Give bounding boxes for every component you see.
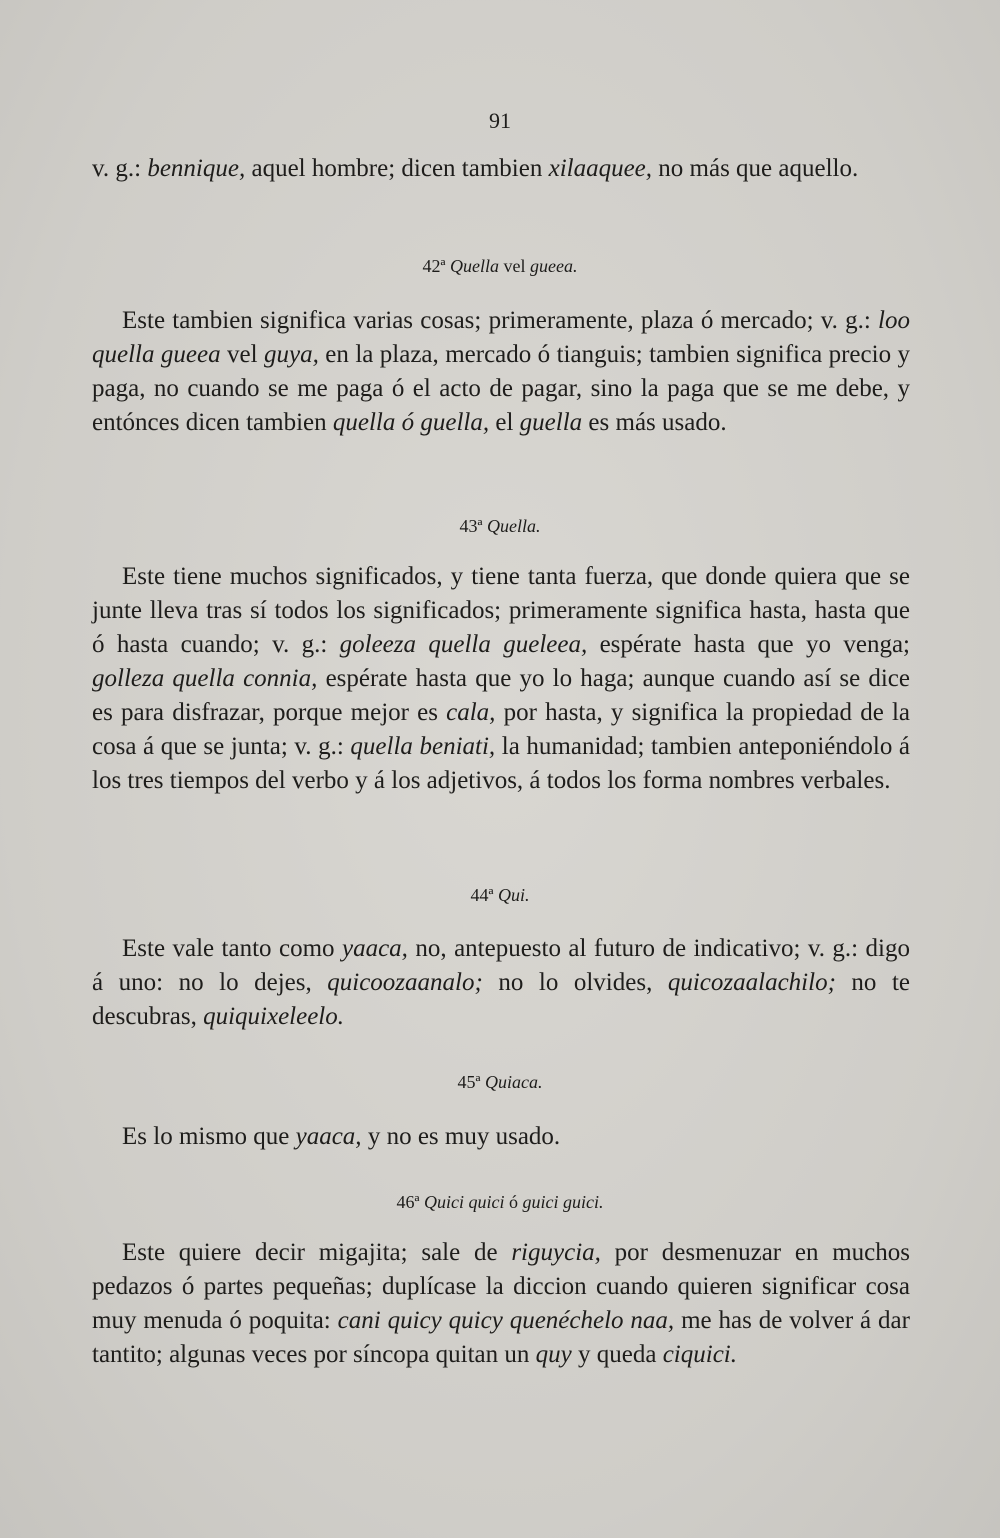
text-run: es más usado. (582, 409, 727, 436)
italic-term: quiquixeleelo. (203, 1003, 344, 1030)
text-run: por hasta, y significa la propiedad de la cosa á que se junta; v. g.: (92, 699, 911, 760)
italic-term: guici guici. (522, 1192, 604, 1212)
italic-term: gueea. (529, 256, 578, 276)
italic-term: guya, (264, 341, 319, 368)
italic-term: cani quicy quicy quenéchelo naa, (337, 1307, 675, 1334)
italic-term: quy (535, 1341, 572, 1368)
italic-term: Quici quici (424, 1192, 505, 1212)
text-run: no, antepuesto al futuro de indicativo; v. g.: digo á uno: no lo dejes, (92, 935, 910, 996)
text-run: 43ª (459, 516, 487, 536)
italic-term: ciquici. (662, 1341, 737, 1368)
paragraph-43 (92, 560, 910, 798)
paragraph-45 (92, 1120, 910, 1154)
italic-term: cala, (446, 699, 496, 726)
text-run: 42ª (422, 256, 450, 276)
italic-term: Quiaca. (484, 1072, 543, 1092)
italic-term: Quella (449, 256, 499, 276)
heading-46 (0, 1192, 1000, 1213)
italic-term: yaaca, (341, 935, 408, 962)
italic-term: bennique, (147, 155, 246, 182)
paragraph-41-end (92, 152, 910, 186)
italic-term: goleeza quella gueleea, (339, 631, 588, 658)
page-number: 91 (489, 108, 511, 133)
italic-term: quicozaalachilo; (667, 969, 836, 996)
text-run: Este vale tanto como (122, 935, 342, 962)
italic-term: quella ó guella, (332, 409, 490, 436)
paragraph-46 (92, 1236, 910, 1372)
italic-term: quella beniati, (350, 733, 496, 760)
text-run: 44ª (470, 885, 498, 905)
text-run: aquel hombre; dicen tambien (245, 155, 549, 182)
heading-45 (0, 1072, 1000, 1093)
text-run: vel (498, 256, 530, 276)
italic-term: yaaca, (295, 1123, 362, 1150)
italic-term: golleza quella connia, (92, 665, 318, 692)
text-run: Este quiere decir migajita; sale de (122, 1239, 512, 1266)
text-run: la humanidad; tambien anteponiéndolo á los tres tiempos del verbo y á los adjetivos, á todos los forma nombres verbales. (92, 733, 911, 794)
heading-44 (0, 885, 1000, 906)
text-run: me has de volver á dar tantito; algunas veces por síncopa quitan un (92, 1307, 910, 1368)
text-run: vel (220, 341, 265, 368)
text-run: Este tambien significa varias cosas; primeramente, plaza ó mercado; v. g.: (122, 307, 879, 334)
text-run: y queda (571, 1341, 663, 1368)
italic-term: loo quella gueea (92, 307, 910, 368)
text-run: en la plaza, mercado ó tianguis; tambien significa precio y paga, no cuando se me paga ó el acto de pagar, sino la paga que se me debe, y entónces dicen tambien (92, 341, 910, 436)
italic-term: Qui. (497, 885, 530, 905)
text-run: no lo olvides, (482, 969, 668, 996)
italic-term: riguycia, (511, 1239, 601, 1266)
paragraph-42 (92, 304, 910, 440)
text-run: Este tiene muchos significados, y tiene tanta fuerza, que donde quiera que se junte lleva tras sí todos los significados; primeramente significa hasta, hasta que ó hasta cuando; v. g.: (92, 563, 910, 658)
text-run: v. g.: (92, 155, 148, 182)
italic-term: Quella. (486, 516, 541, 536)
text-run: 45ª (457, 1072, 485, 1092)
paragraph-44 (92, 932, 910, 1034)
text-run: y no es muy usado. (361, 1123, 561, 1150)
text-run: no te descubras, (92, 969, 910, 1030)
italic-term: guella (519, 409, 583, 436)
text-run: espérate hasta que yo lo haga; aunque cuando así se dice es para disfrazar, porque mejor es (92, 665, 910, 726)
text-run: no más que aquello. (652, 155, 859, 182)
text-run: ó (504, 1192, 523, 1212)
text-run: el (489, 409, 520, 436)
text-run: Es lo mismo que (122, 1123, 296, 1150)
heading-43 (0, 516, 1000, 537)
text-run: 46ª (396, 1192, 424, 1212)
text-run: por desmenuzar en muchos pedazos ó partes pequeñas; duplícase la diccion cuando quieren significar cosa muy menuda ó poquita: (92, 1239, 910, 1334)
text-run: espérate hasta que yo venga; (587, 631, 910, 658)
italic-term: xilaaquee, (548, 155, 653, 182)
italic-term: quicoozaanalo; (327, 969, 483, 996)
heading-42 (0, 256, 1000, 277)
